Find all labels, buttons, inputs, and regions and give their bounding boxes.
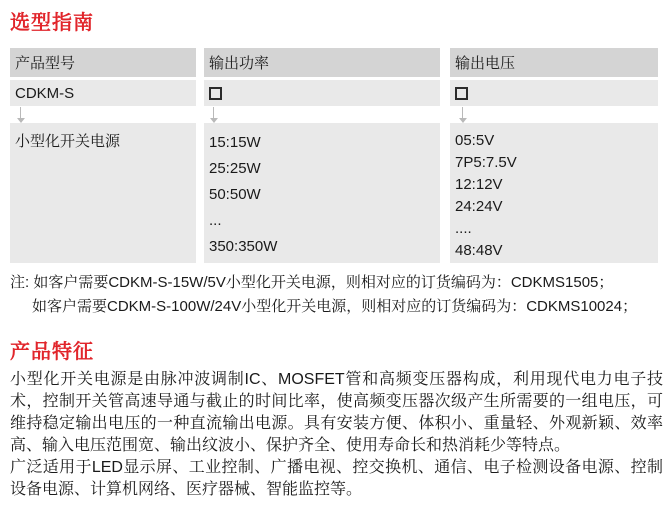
ordering-note-line2: 如客户需要CDKM-S-100W/24V小型化开关电源，则相对应的订货编码为：CDKMS10024； xyxy=(32,298,638,315)
selection-guide-title: 选型指南 xyxy=(10,12,94,34)
voltage-option: .... xyxy=(455,220,472,237)
output-power-checkbox xyxy=(209,87,222,100)
voltage-options-cell xyxy=(450,123,658,263)
header-product-model xyxy=(10,48,196,77)
header-output-voltage-label: 输出电压 xyxy=(455,55,516,72)
power-option: 50:50W xyxy=(209,186,261,203)
voltage-option: 12:12V xyxy=(455,176,503,193)
header-output-power-label: 输出功率 xyxy=(209,55,270,72)
down-arrow-icon xyxy=(213,107,214,118)
features-paragraph-2: 广泛适用于LED显示屏、工业控制、广播电视、控交换机、通信、电子检测设备电源、控制设备电源、计算机网络、医疗器械、智能监控等。 xyxy=(10,459,663,498)
power-option: 350:350W xyxy=(209,238,278,255)
ordering-note xyxy=(10,271,637,319)
power-option: 25:25W xyxy=(209,160,261,177)
down-arrow-icon xyxy=(20,107,21,118)
power-options-cell xyxy=(204,123,440,263)
product-features-title: 产品特征 xyxy=(10,341,94,363)
series-name-cell xyxy=(10,123,196,263)
voltage-option: 7P5:7.5V xyxy=(455,154,517,171)
header-output-voltage xyxy=(450,48,658,77)
voltage-option: 05:5V xyxy=(455,132,495,149)
model-cell xyxy=(10,80,196,106)
voltage-option: 24:24V xyxy=(455,198,503,215)
power-option: 15:15W xyxy=(209,134,261,151)
ordering-note-line1: 注: 如客户需要CDKM-S-15W/5V小型化开关电源，则相对应的订货编码为：CDKMS1505； xyxy=(10,274,614,291)
output-voltage-checkbox xyxy=(455,87,468,100)
power-option: ... xyxy=(209,212,222,229)
header-product-model-label: 产品型号 xyxy=(15,55,76,72)
features-paragraph-1: 小型化开关电源是由脉冲波调制IC、MOSFET管和高频变压器构成，利用现代电力电子技术，控制开关管高速导通与截止的时间比率，使高频变压器次级产生所需要的一组电压，可维持稳定输出电压的一种直流输出电源。具有安装方便、体积小、重量轻、外观新颖、效率高、输入电压范围宽、输出纹波小、保护齐全、使用寿命长和热消耗少等特点。 xyxy=(10,371,663,454)
down-arrow-icon xyxy=(462,107,463,118)
product-features-body xyxy=(10,369,663,501)
power-code-cell xyxy=(204,80,440,106)
voltage-option: 48:48V xyxy=(455,242,503,259)
header-output-power xyxy=(204,48,440,77)
series-name-label: 小型化开关电源 xyxy=(15,133,121,150)
voltage-code-cell xyxy=(450,80,658,106)
model-label: CDKM-S xyxy=(15,84,75,102)
